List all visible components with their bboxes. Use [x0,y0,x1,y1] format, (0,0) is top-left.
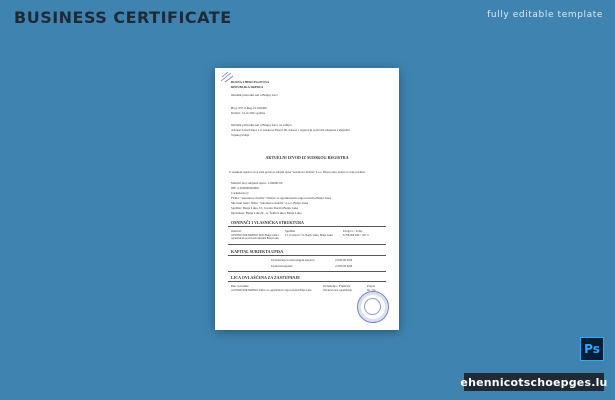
photoshop-icon: Ps [580,337,604,361]
section-capital-title: KAPITAL SUBJEKTA UPISA [231,249,284,254]
section-divider [228,244,386,245]
paragraph-3: Srpskoj izdaje [231,133,250,137]
section-founders-title: OSNIVAČI I VLASNIČKA STRUKTURA [231,220,304,225]
reference-date: Datum: 14.12.2021.godine [231,111,266,115]
paragraph-1: Okružni privredni sud u Banjoj Luci, na zahtjev [231,123,293,127]
section-representatives-title: LICA OVLAŠĆENA ZA ZASTUPANJE [231,275,300,280]
section-divider [228,255,386,256]
founder-name: AUTOMOTOR MOBILE DOO Banja Luka u ograničenom poslovnom subjektu Banja Luka [231,234,279,241]
capital-value: 2.000,00 KM [335,258,353,262]
official-seal-stamp [357,291,389,323]
watermark-label: ehennicotschoepges.lu [464,373,604,391]
rep-authority: Ovlašćen bez ograničenja [323,289,352,292]
section-divider [228,226,386,227]
info-line: Djelatnost: Banja Luka R.. A. Šemiće ulica Banja Luka [231,211,302,215]
section-divider [228,271,386,272]
court-name: Okružni privredni sud u Banjoj Luci [231,93,278,97]
info-line: Sjedište: Banja Luka, Ul. Jovana Ducića Banja Luka [231,206,299,210]
info-line: Matični broj subjekta upisa: 1-00000-00 [231,181,283,185]
header-line-1: BOSNA I HERCEGOVINA [231,80,270,84]
founder-share: 8.708,000 KM / 100 % [343,234,369,237]
paragraph-2: Advokat Zoran Petkoć a vi iznoku na Banovi 90, Zakona o registraciji poslovnih subjekata u Republici [231,128,351,132]
rep-col-1: Ime i prezime [231,284,249,288]
founders-col-2: Sjedište [285,229,296,233]
rep-signature: Da / Ne [367,289,376,292]
rep-col-3: Potpis [367,284,375,288]
certificate-document [215,68,399,330]
rep-name: AUTOMOTOR MOBILE društvo sa ograničenom odgovornošću Banja Luka [231,289,312,292]
capital-label: Uplaćeni kapital: [271,264,293,268]
document-main-title: AKTUELNI IZVOD IZ SUDSKOG REGISTRA [265,155,349,160]
founders-col-1: Osnivač [231,229,242,233]
intro-text: U sudskom registru ovog suda upisan je subjekt upisa "automotor-mobile" d.o.o. Banja Luka, upisan u ovdje predmet. [229,170,366,174]
reference-number: Broj: 057-0-Reg-21-002606 [231,106,267,110]
info-line: Carinski broj: [231,191,249,195]
template-tagline: fully editable template [487,10,603,20]
header-line-2: REPUBLIKA SRPSKA [231,85,264,89]
info-line: Firma: "automotor mobile" Drušvo sa ograničenom odgovornošću Banja Luka [231,196,332,200]
section-divider [228,281,386,282]
page-title: BUSINESS CERTIFICATE [14,8,232,27]
info-line: JIB: 4 400000000000 [231,186,259,190]
founders-col-3: Ulog/vr. / Udio [343,229,363,233]
capital-value: 2.000,00 KM [335,264,353,268]
capital-label: Upisani/ugovoreni ukupni kapital: [271,258,315,262]
founder-seat: J.I. Jovanović 31, Banja Luka, Banja Luka [285,234,333,237]
info-line: Skraćeni naziv firme: "automotor mobile" d.o.o. Banja Luka [231,201,309,205]
rep-col-2: Ovlaštenja / Funkcija [323,284,351,288]
